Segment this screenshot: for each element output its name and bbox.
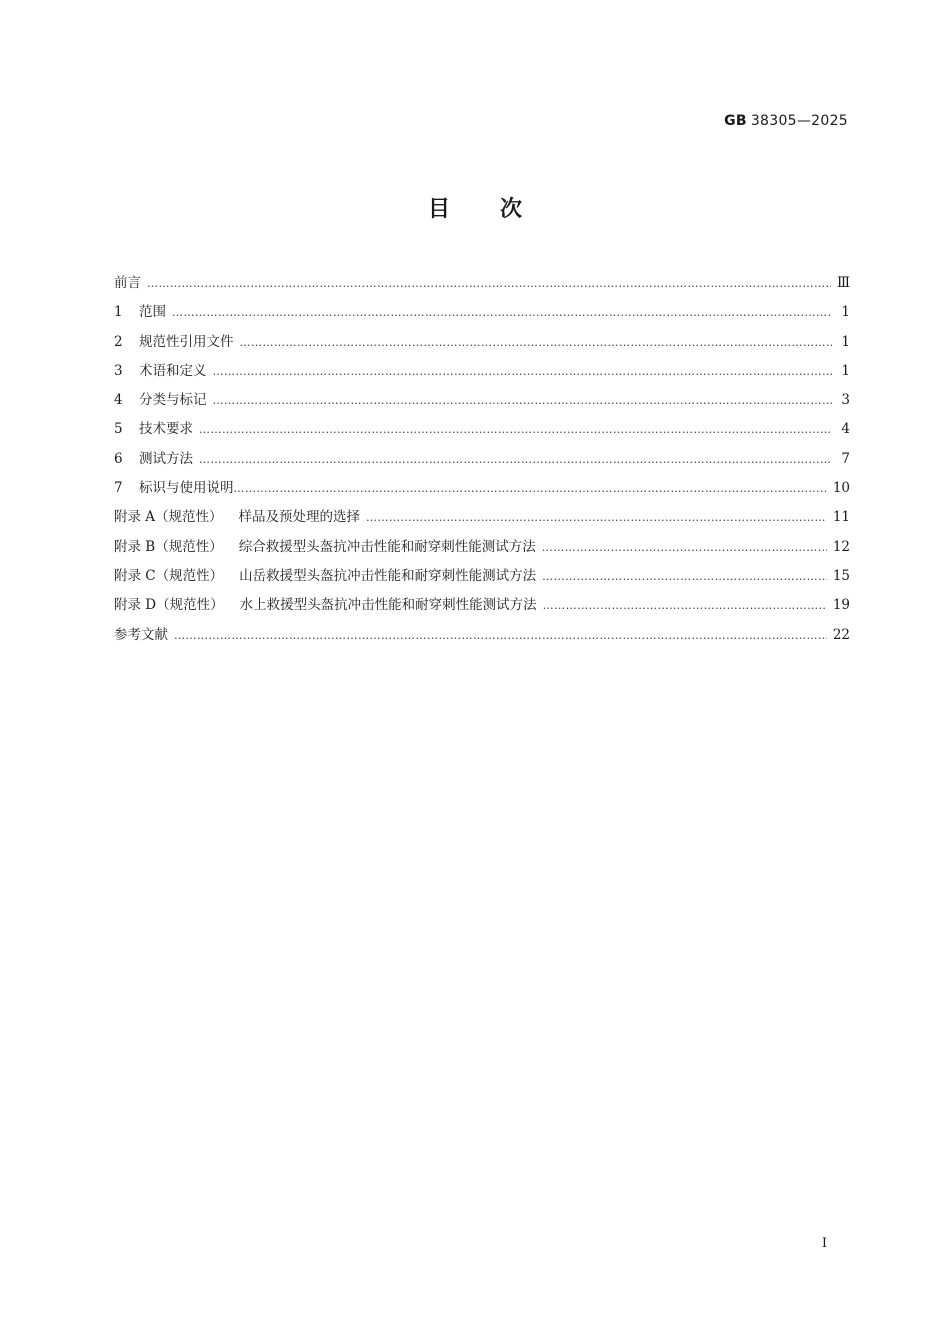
toc-leader-dots [174, 629, 827, 642]
toc-leader-dots [234, 482, 827, 495]
toc-leader-dots [543, 599, 827, 612]
toc-entry-annex-b[interactable] [114, 535, 850, 564]
toc-entry-normative-references[interactable] [114, 330, 850, 359]
standard-code: 38305—2025 [750, 113, 848, 129]
toc-leader-dots [213, 365, 833, 378]
toc-entry-page: 1 [841, 362, 850, 379]
toc-annex-title: 综合救援型头盔抗冲击性能和耐穿刺性能测试方法 [238, 538, 536, 555]
toc-annex-title: 山岳救援型头盔抗冲击性能和耐穿刺性能测试方法 [239, 567, 537, 584]
toc-entry-label: 术语和定义 [139, 362, 207, 379]
toc-leader-dots [542, 570, 827, 583]
toc-entry-label: 参考文献 [114, 626, 168, 643]
toc-entry-page: 7 [841, 450, 850, 467]
toc-entry-page: 3 [841, 392, 850, 409]
toc-entry-label: 技术要求 [139, 421, 193, 438]
toc-entry-label: 范围 [139, 304, 166, 321]
toc-annex-title: 样品及预处理的选择 [238, 509, 361, 526]
toc-entry-number: 7 [114, 480, 123, 497]
standard-number [724, 113, 848, 129]
toc-entry-page: 4 [841, 421, 850, 438]
toc-entry-scope[interactable] [114, 300, 850, 329]
toc-entry-bibliography[interactable] [114, 623, 850, 652]
toc-entry-marking-instructions[interactable] [114, 476, 850, 505]
toc-entry-number: 3 [114, 362, 123, 379]
toc-entry-page: 11 [832, 509, 850, 526]
toc-leader-dots [199, 453, 832, 466]
toc-annex-label: 附录 A（规范性） [114, 509, 223, 526]
standard-prefix: GB [724, 113, 747, 129]
toc-annex-label: 附录 D（规范性） [114, 597, 224, 614]
toc-annex-title: 水上救援型头盔抗冲击性能和耐穿刺性能测试方法 [239, 597, 537, 614]
page-number: I [821, 1236, 827, 1251]
toc-entry-terms-definitions[interactable] [114, 359, 850, 388]
table-of-contents [114, 271, 850, 652]
toc-entry-page: Ⅲ [836, 275, 850, 291]
toc-leader-dots [542, 541, 827, 554]
toc-annex-label: 附录 C（规范性） [114, 567, 224, 584]
toc-entry-test-methods[interactable] [114, 447, 850, 476]
toc-leader-dots [199, 423, 832, 436]
toc-entry-label: 标识与使用说明 [139, 480, 234, 497]
toc-entry-number: 1 [114, 304, 123, 321]
toc-entry-number: 4 [114, 392, 123, 409]
toc-entry-page: 22 [832, 626, 850, 643]
toc-entry-label: 规范性引用文件 [139, 333, 234, 350]
toc-leader-dots [366, 511, 827, 524]
toc-entry-label: 前言 [114, 275, 141, 291]
toc-entry-annex-a[interactable] [114, 505, 850, 534]
toc-entry-annex-c[interactable] [114, 564, 850, 593]
toc-entry-label: 分类与标记 [139, 392, 207, 409]
toc-leader-dots [240, 336, 833, 349]
toc-entry-page: 19 [832, 597, 850, 614]
toc-entry-annex-d[interactable] [114, 593, 850, 622]
toc-leader-dots [172, 306, 832, 319]
toc-entry-foreword[interactable] [114, 271, 850, 300]
toc-entry-technical-requirements[interactable] [114, 417, 850, 446]
toc-entry-page: 12 [832, 538, 850, 555]
toc-entry-number: 6 [114, 450, 123, 467]
toc-annex-label: 附录 B（规范性） [114, 538, 223, 555]
toc-entry-page: 15 [832, 567, 850, 584]
page-title: 目次 [427, 197, 572, 222]
toc-entry-page: 1 [841, 333, 850, 350]
toc-entry-label: 测试方法 [139, 450, 193, 467]
toc-entry-number: 5 [114, 421, 123, 438]
toc-leader-dots [213, 394, 833, 407]
toc-leader-dots [147, 277, 831, 290]
toc-entry-page: 10 [832, 480, 850, 497]
toc-entry-number: 2 [114, 333, 123, 350]
toc-entry-page: 1 [841, 304, 850, 321]
toc-entry-classification[interactable] [114, 388, 850, 417]
